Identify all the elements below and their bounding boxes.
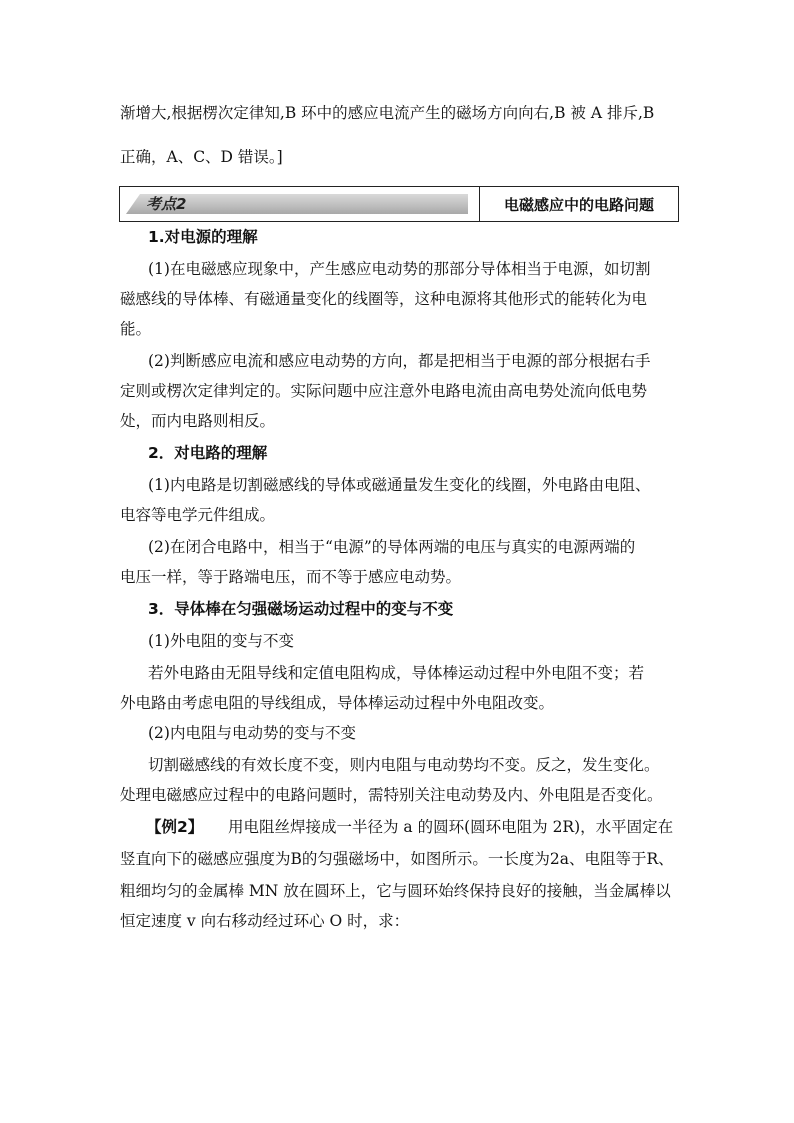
topic-title: 电磁感应中的电路问题 [503,195,654,214]
paragraph-line: 电容等电学元件组成。 [120,506,276,524]
example-line: 用电阻丝焊接成一半径为 a 的圆环(圆环电阻为 2R)，水平固定在 [228,818,674,836]
paragraph-line: 处，而内电路则相反。 [120,412,276,430]
example-line: 恒定速度 v 向右移动经过环心 O 时，求： [120,912,410,930]
paragraph-line: 电压一样，等于路端电压，而不等于感应电动势。 [120,568,462,586]
topic-tag-cell [120,187,480,221]
paragraph-line: (1)内电路是切割磁感线的导体或磁通量发生变化的线圈，外电路由电阻、 [148,476,651,494]
text-line: 正确，A、C、D 错误。] [120,148,283,166]
paragraph-line: (2)判断感应电流和感应电动势的方向，都是把相当于电源的部分根据右手 [148,352,651,370]
paragraph-line: 定则或楞次定律判定的。实际问题中应注意外电路电流由高电势处流向低电势 [120,382,648,400]
topic-tag: 考点2 [146,195,187,213]
paragraph-line: 若外电路由无阻导线和定值电阻构成，导体棒运动过程中外电阻不变；若 [148,664,645,682]
example-number: 【例2】 [146,818,204,836]
paragraph-line: 外电路由考虑电阻的导线组成，导体棒运动过程中外电阻改变。 [120,694,555,712]
text-line: 渐增大,根据楞次定律知,B 环中的感应电流产生的磁场方向向右,B 被 A 排斥,B [120,104,655,122]
tag-notch-decoration [126,194,140,214]
subheading: (1)外电阻的变与不变 [148,632,294,650]
section-heading: 2．对电路的理解 [148,444,268,462]
paragraph-line: 磁感线的导体棒、有磁通量变化的线圈等，这种电源将其他形式的能转化为电 [120,290,648,308]
subheading: (2)内电阻与电动势的变与不变 [148,724,356,742]
example-line: 竖直向下的磁感应强度为B的匀强磁场中，如图所示。一长度为2a、电阻等于R、 [120,850,674,868]
section-heading: 1.对电源的理解 [148,228,258,246]
example-label [146,816,203,838]
paragraph-line: 切割磁感线的有效长度不变，则内电阻与电动势均不变。反之，发生变化。 [148,756,660,774]
paragraph-line: 能。 [120,320,152,338]
topic-header [119,186,679,222]
section-heading: 3．导体棒在匀强磁场运动过程中的变与不变 [148,600,454,618]
paragraph-line: (2)在闭合电路中，相当于“电源”的导体两端的电压与真实的电源两端的 [148,538,636,556]
paragraph-line: 处理电磁感应过程中的电路问题时，需特别关注电动势及内、外电阻是否变化。 [120,786,663,804]
example-line: 粗细均匀的金属棒 MN 放在圆环上，它与圆环始终保持良好的接触，当金属棒以 [120,882,671,900]
paragraph-line: (1)在电磁感应现象中，产生感应电动势的那部分导体相当于电源，如切割 [148,260,651,278]
